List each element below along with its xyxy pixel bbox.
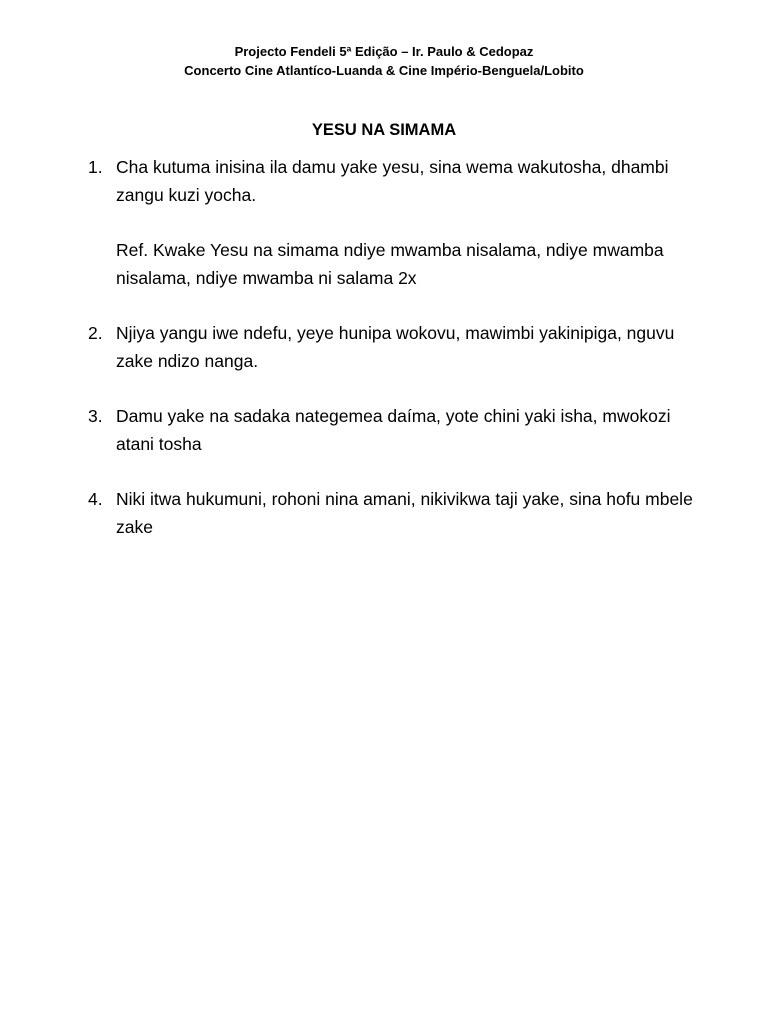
song-title: YESU NA SIMAMA	[311, 121, 457, 139]
verse-3	[88, 402, 698, 458]
header-line-2: Concerto Cine Atlantíco-Luanda & Cine Império-Benguela/Lobito	[184, 63, 584, 78]
verse-text: Damu yake na sadaka nategemea daíma, yote chini yaki isha, mwokozi atani tosha	[116, 406, 671, 454]
verse-4	[88, 485, 698, 541]
lyrics-list	[88, 153, 698, 541]
verse-1	[88, 153, 698, 209]
refrain: Ref. Kwake Yesu na simama ndiye mwamba nisalama, ndiye mwamba nisalama, ndiye mwamba ni salama 2x	[116, 240, 664, 288]
verse-number: 1.	[88, 157, 103, 177]
verse-text: Cha kutuma inisina ila damu yake yesu, sina wema wakutosha, dhambi zangu kuzi yocha.	[116, 157, 669, 205]
header-line-1: Projecto Fendeli 5ª Edição – Ir. Paulo & Cedopaz	[234, 44, 534, 59]
document-header	[0, 42, 768, 80]
verse-number: 3.	[88, 406, 103, 426]
verse-text: Njiya yangu iwe ndefu, yeye hunipa wokovu, mawimbi yakinipiga, nguvu zake ndizo nanga.	[116, 323, 675, 371]
verse-number: 2.	[88, 323, 103, 343]
verse-number: 4.	[88, 489, 103, 509]
verse-text: Niki itwa hukumuni, rohoni nina amani, nikivikwa taji yake, sina hofu mbele zake	[116, 489, 693, 537]
verse-2	[88, 319, 698, 375]
